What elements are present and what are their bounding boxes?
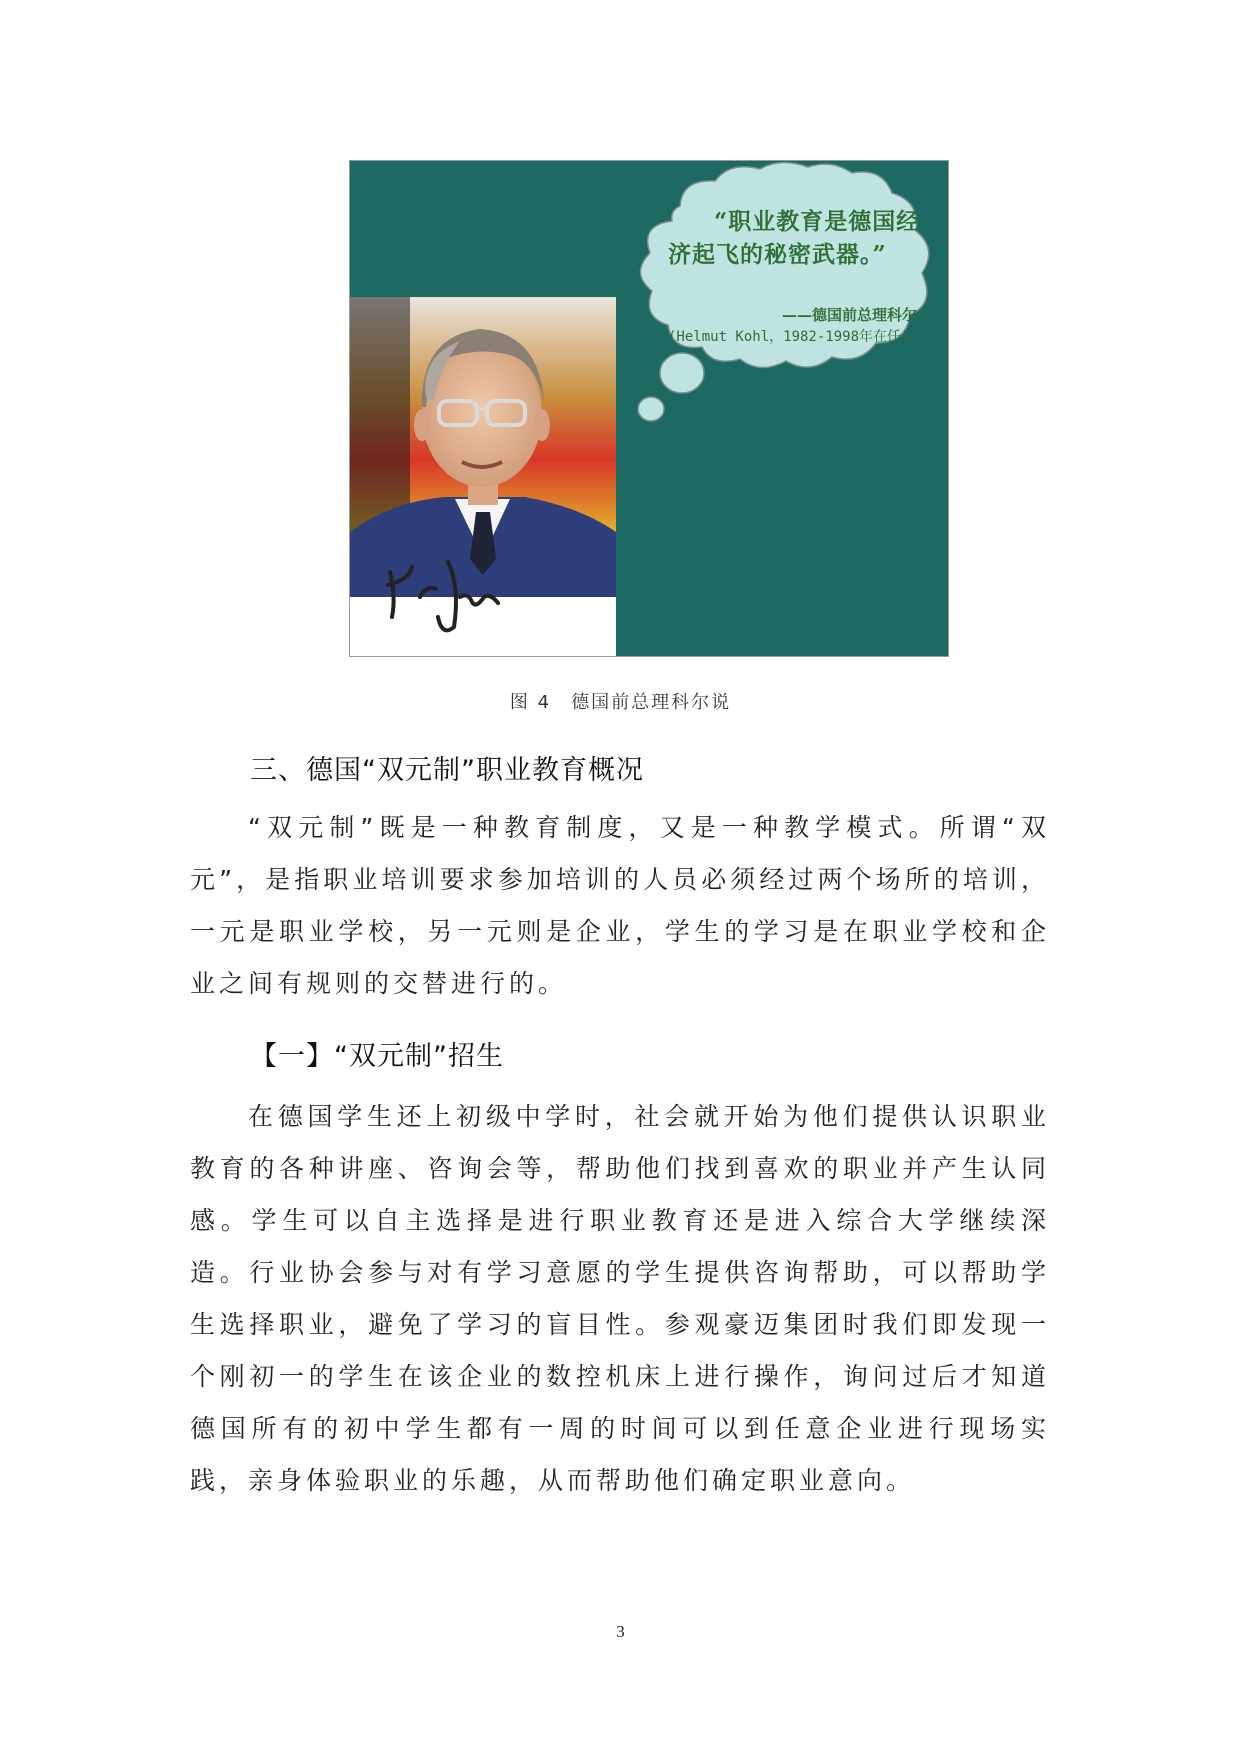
thought-bubble (620, 161, 949, 431)
page-number: 3 (616, 1622, 625, 1641)
section-heading: 三、德国“双元制”职业教育概况 (250, 755, 644, 786)
paragraph-dual-system: “双元制”既是一种教育制度，又是一种教学模式。所谓“双元”，是指职业培训要求参加培训的人员必须经过两个场所的培训，一元是职业学校，另一元则是企业，学生的学习是在职业学校和企业之间有规则的交替进行的。 (190, 813, 1050, 998)
portrait-photo (350, 297, 616, 657)
subsection-heading: 【一】“双元制”招生 (250, 1041, 504, 1072)
quote-attribution-detail: (Helmut Kohl，1982-1998年在任) (668, 329, 910, 345)
quote-attribution: ——德国前总理科尔 (782, 306, 918, 324)
figure-caption: 图 4 德国前总理科尔说 (509, 692, 732, 713)
quote-text: “职业教育是德国经济起飞的秘密武器。” (668, 208, 921, 268)
figure-kohl-quote (349, 160, 949, 657)
paragraph-enrollment: 在德国学生还上初级中学时，社会就开始为他们提供认识职业教育的各种讲座、咨询会等，帮助他们找到喜欢的职业并产生认同感。学生可以自主选择是进行职业教育还是进入综合大学继续深造。行业协会参与对有学习意愿的学生提供咨询帮助，可以帮助学生选择职业，避免了学习的盲目性。参观豪迈集团时我们即发现一个刚初一的学生在该企业的数控机床上进行操作，询问过后才知道德国所有的初中学生都有一周的时间可以到任意企业进行现场实践，亲身体验职业的乐趣，从而帮助他们确定职业意向。 (190, 1102, 1050, 1495)
